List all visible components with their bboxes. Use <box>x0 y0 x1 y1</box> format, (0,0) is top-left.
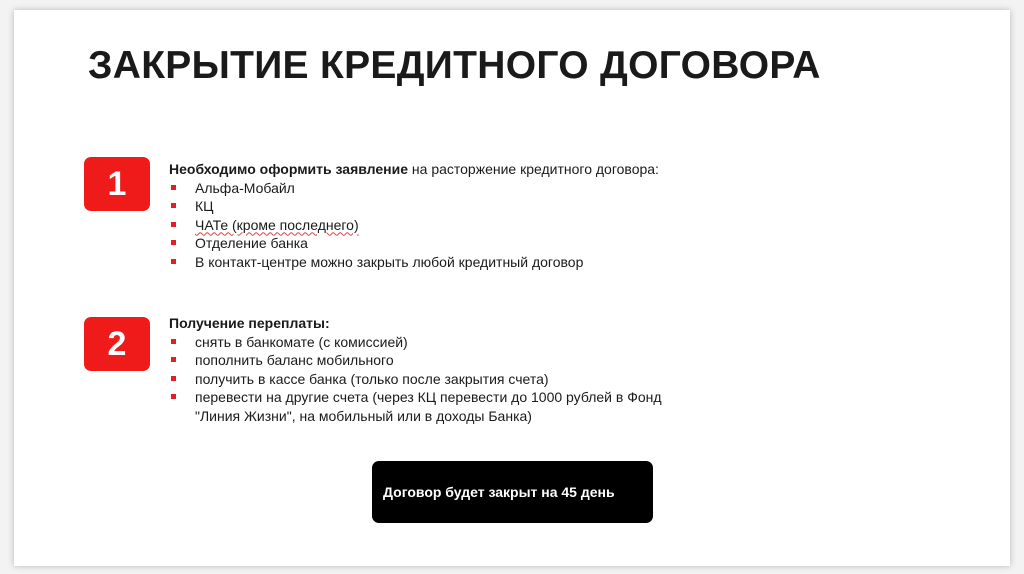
bullet-marker <box>171 357 176 362</box>
list-item <box>169 197 659 216</box>
step-1-heading-rest: на расторжение кредитного договора: <box>408 161 659 177</box>
bullet-marker <box>171 376 176 381</box>
list-item-text: КЦ <box>195 198 214 214</box>
step-2-section <box>169 314 662 425</box>
bullet-marker <box>171 222 176 227</box>
bullet-marker <box>171 185 176 190</box>
list-item <box>169 333 662 352</box>
list-item <box>169 388 662 425</box>
bullet-marker <box>171 259 176 264</box>
list-item-text: получить в кассе банка (только после закрытия счета) <box>195 370 549 387</box>
list-item-text: снять в банкомате (с комиссией) <box>195 333 408 350</box>
bullet-marker <box>171 339 176 344</box>
step-1-section <box>169 160 659 271</box>
step-1-heading <box>169 160 659 179</box>
list-item <box>169 216 659 235</box>
list-item-text: перевести на другие счета (через КЦ перевести до 1000 рублей в Фонд <box>195 389 662 405</box>
bullet-marker <box>171 394 176 399</box>
step-2-badge: 2 <box>84 317 150 371</box>
step-1-badge: 1 <box>84 157 150 211</box>
step-1-heading-bold: Необходимо оформить заявление <box>169 161 409 177</box>
list-item-text: пополнить баланс мобильного <box>195 352 394 368</box>
bullet-marker <box>171 203 176 208</box>
list-item-text: Отделение банка <box>195 235 308 251</box>
notice-text: Договор будет закрыт на 45 день <box>383 484 615 500</box>
step-1-list <box>169 179 659 272</box>
list-item <box>169 351 662 370</box>
list-item-text-continuation: "Линия Жизни", на мобильный или в доходы Банка) <box>195 407 532 424</box>
list-item <box>169 253 659 272</box>
bullet-marker <box>171 240 176 245</box>
list-item <box>169 370 662 389</box>
step-2-heading-bold: Получение переплаты: <box>169 315 330 331</box>
list-item-text: ЧАТе (кроме последнего) <box>195 216 359 233</box>
list-item <box>169 234 659 253</box>
step-2-list <box>169 333 662 426</box>
step-2-heading <box>169 314 662 333</box>
list-item <box>169 179 659 198</box>
list-item-text: В контакт-центре можно закрыть любой кредитный договор <box>195 253 584 270</box>
list-item-text: Альфа-Мобайл <box>195 179 295 196</box>
slide-title: ЗАКРЫТИЕ КРЕДИТНОГО ДОГОВОРА <box>88 44 821 87</box>
slide <box>14 10 1010 566</box>
notice-box <box>372 461 653 523</box>
